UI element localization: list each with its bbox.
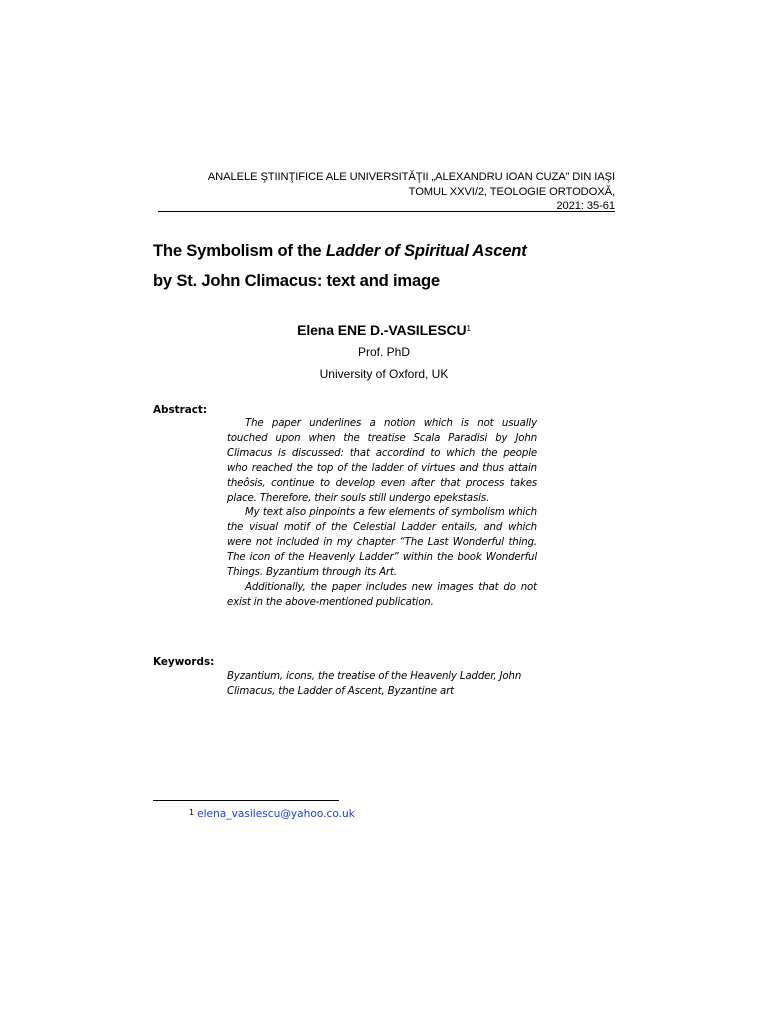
title-part-1: The Symbolism of the (153, 241, 326, 260)
author-affiliation: University of Oxford, UK (319, 367, 449, 381)
author-footnote-ref[interactable]: 1 (466, 324, 471, 333)
title-line-2: by St. John Climacus: text and image (153, 271, 440, 290)
title-line-1 (153, 236, 623, 266)
abstract-paragraph: The paper underlines a notion which is not usually touched upon when the treatise Scala Paradisi by John Climacus is discussed: that accordind to which the people who reached the top of the ladder of virtues and thus attain theôsis, continue to develop even after that process takes place. Therefore, their souls still undergo epekstasis. (227, 418, 537, 504)
abstract-paragraph: Additionally, the paper includes new images that do not exist in the above-mentioned publication. (227, 581, 537, 608)
keywords-text: Byzantium, icons, the treatise of the Heavenly Ladder, John Climacus, the Ladder of Ascent, Byzantine art (227, 671, 522, 697)
author-name: Elena ENE D.-VASILESCU (297, 322, 467, 338)
journal-header (145, 170, 615, 214)
author-name-line (153, 320, 615, 340)
keywords-label: Keywords: (153, 656, 215, 668)
journal-volume-line: TOMUL XXVI/2, TEOLOGIE ORTODOXĂ, (408, 185, 615, 198)
author-role: Prof. PhD (357, 345, 411, 359)
footnote-mark: 1 (189, 808, 195, 817)
title-italic-part: Ladder of Spiritual Ascent (325, 241, 527, 260)
journal-year-pages-line: 2021: 35-61 (556, 200, 615, 213)
abstract-body (227, 417, 537, 611)
footnote-divider (153, 800, 339, 801)
paper-title (153, 236, 623, 296)
author-block (153, 320, 615, 385)
author-email-link[interactable]: elena_vasilescu@yahoo.co.uk (197, 808, 355, 820)
footnote (189, 806, 355, 822)
header-divider (158, 211, 615, 212)
journal-name-line: ANALELE ŞTIINŢIFICE ALE UNIVERSITĂŢII „ALEXANDRU IOAN CUZA” DIN IAŞI (207, 171, 615, 183)
abstract-label: Abstract: (153, 404, 208, 416)
abstract-paragraph: My text also pinpoints a few elements of symbolism which the visual motif of the Celestial Ladder entails, and which were not included in my chapter “The Last Wonderful thing. The icon of the Heavenly Ladder” within the book Wonderful Things. Byzantium through its Art. (227, 507, 537, 579)
